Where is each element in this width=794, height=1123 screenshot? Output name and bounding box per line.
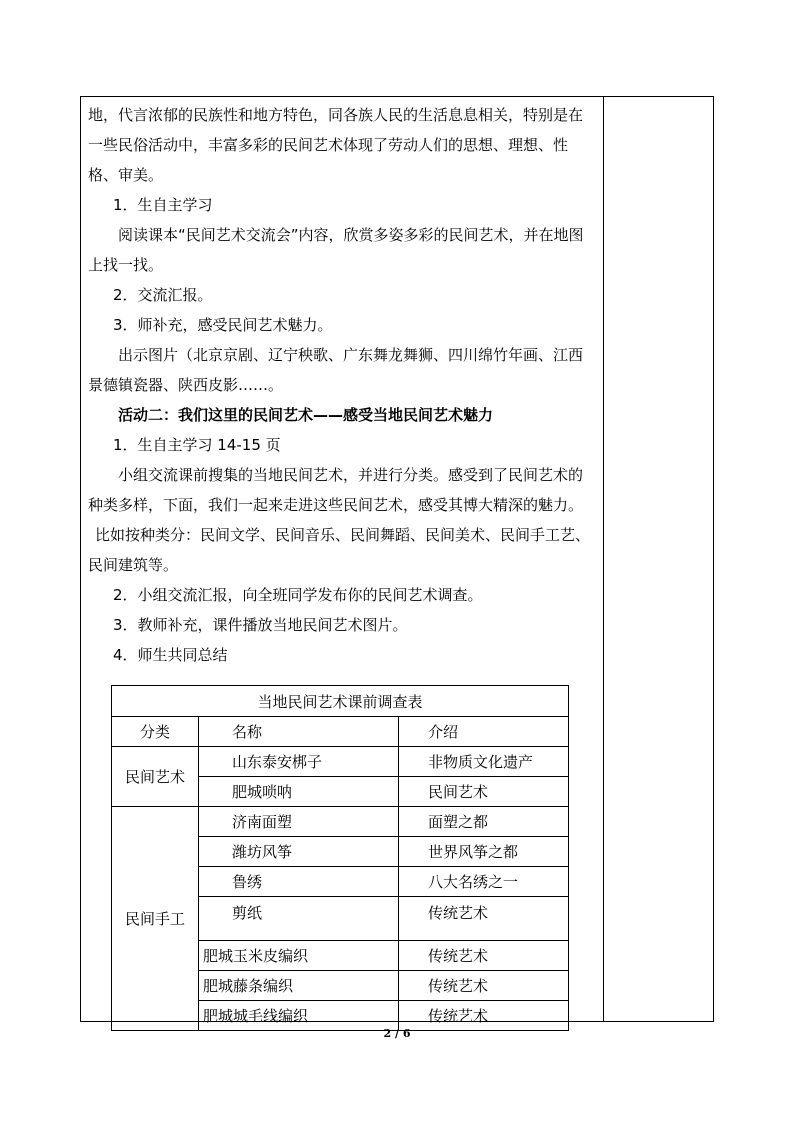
survey-title: 当地民间艺术课前调查表 xyxy=(112,686,569,717)
row-intro: 非物质文化遗产 xyxy=(399,747,569,777)
column-divider xyxy=(603,96,604,1022)
row-name: 肥城藤条编织 xyxy=(199,971,399,1001)
row-intro: 民间艺术 xyxy=(399,777,569,807)
header-intro: 介绍 xyxy=(399,717,569,747)
row-intro: 传统艺术 xyxy=(399,1001,569,1031)
survey-table xyxy=(111,685,569,1031)
table-row xyxy=(112,747,569,777)
row-name: 鲁绣 xyxy=(199,867,399,897)
page-number: 2 / 6 xyxy=(383,1027,411,1040)
row-intro: 传统艺术 xyxy=(399,971,569,1001)
lesson-content xyxy=(88,96,596,670)
row-intro: 世界风筝之都 xyxy=(399,837,569,867)
survey-title-row xyxy=(112,686,569,717)
row-name: 肥城玉米皮编织 xyxy=(199,941,399,971)
row-name: 肥城城毛线编织 xyxy=(199,1001,399,1031)
row-name: 济南面塑 xyxy=(199,807,399,837)
intro-paragraph: 地，代言浓郁的民族性和地方特色，同各族人民的生活息息相关，特别是在一些民俗活动中，丰富多彩的民间艺术体现了劳动人们的思想、理想、性格、审美。 xyxy=(88,106,584,184)
row-intro: 面塑之都 xyxy=(399,807,569,837)
step-summary: 4．师生共同总结 xyxy=(113,646,228,664)
category-folk-handicraft: 民间手工 xyxy=(112,807,199,1031)
step-self-study: 1．生自主学习 xyxy=(113,196,213,214)
row-name: 肥城唢呐 xyxy=(199,777,399,807)
header-category: 分类 xyxy=(112,717,199,747)
pictures-paragraph: 出示图片（北京京剧、辽宁秧歌、广东舞龙舞狮、四川绵竹年画、江西景德镇瓷器、陕西皮影……。 xyxy=(88,346,584,394)
row-name: 潍坊风筝 xyxy=(199,837,399,867)
step-self-study-pages: 1．生自主学习 14-15 页 xyxy=(113,436,281,454)
row-intro: 传统艺术 xyxy=(399,941,569,971)
group-exchange-paragraph: 小组交流课前搜集的当地民间艺术，并进行分类。感受到了民间艺术的种类多样，下面，我们一起来走进这些民间艺术，感受其博大精深的魅力。 xyxy=(88,466,584,514)
step-teacher-supplement: 3．师补充，感受民间艺术魅力。 xyxy=(113,316,333,334)
survey-header-row xyxy=(112,717,569,747)
activity-two-heading: 活动二：我们这里的民间艺术——感受当地民间艺术魅力 xyxy=(118,406,494,424)
row-name: 山东泰安梆子 xyxy=(199,747,399,777)
step-teacher-images: 3．教师补充，课件播放当地民间艺术图片。 xyxy=(113,616,408,634)
row-intro: 传统艺术 xyxy=(399,897,569,941)
reading-paragraph: 阅读课本“民间艺术交流会”内容，欣赏多姿多彩的民间艺术，并在地图上找一找。 xyxy=(88,226,584,274)
row-intro: 八大名绣之一 xyxy=(399,867,569,897)
classification-paragraph: 比如按种类分：民间文学、民间音乐、民间舞蹈、民间美术、民间手工艺、民间建筑等。 xyxy=(88,526,591,574)
row-name: 剪纸 xyxy=(199,897,399,941)
table-row xyxy=(112,807,569,837)
step-group-report: 2．小组交流汇报，向全班同学发布你的民间艺术调查。 xyxy=(113,586,483,604)
header-name: 名称 xyxy=(199,717,399,747)
step-report: 2．交流汇报。 xyxy=(113,286,213,304)
category-folk-art: 民间艺术 xyxy=(112,747,199,807)
